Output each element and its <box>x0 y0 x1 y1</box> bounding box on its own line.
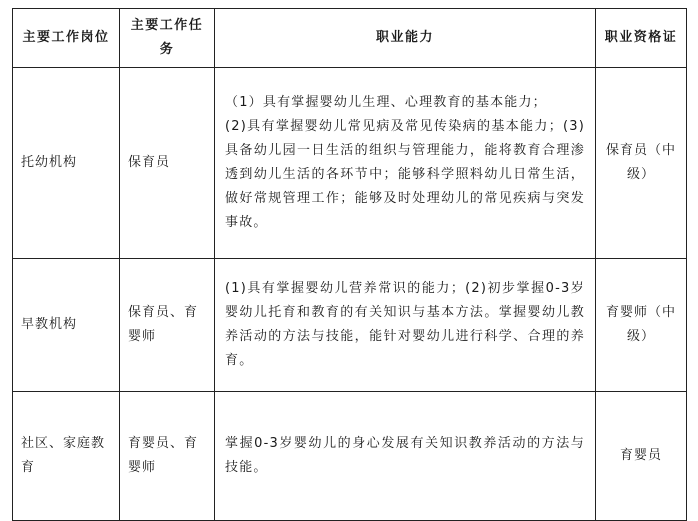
cell-abilities <box>215 259 596 392</box>
cell-certificate: 育婴员 <box>596 392 687 521</box>
ability-text: （1）具有掌握婴幼儿生理、心理教育的基本能力； <box>225 95 547 110</box>
cell-tasks: 保育员、育婴师 <box>120 259 215 392</box>
cell-abilities <box>215 68 596 259</box>
cell-tasks: 育婴员、育婴师 <box>120 392 215 521</box>
header-certificate: 职业资格证 <box>596 9 687 68</box>
table-row <box>13 259 687 392</box>
table-row <box>13 68 687 259</box>
header-row <box>13 9 687 68</box>
cell-certificate: 育婴师（中级） <box>596 259 687 392</box>
table-row <box>13 392 687 521</box>
header-abilities: 职业能力 <box>215 9 596 68</box>
ability-text: (2)具有掌握婴幼儿常见病及常见传染病的基本能力；(3)具备幼儿园一日生活的组织与管理能力，能将教育合理渗透到幼儿生活的各环节中；能够科学照料幼儿日常生活，做好常规管理工作；能够及时处理幼儿的常见疾病与突发事故。 <box>225 119 585 230</box>
ability-text: 掌握0-3岁婴幼儿的身心发展有关知识教养活动的方法与技能。 <box>225 436 585 475</box>
header-position: 主要工作岗位 <box>13 9 120 68</box>
cell-position: 托幼机构 <box>13 68 120 259</box>
cell-tasks: 保育员 <box>120 68 215 259</box>
career-table <box>12 8 687 521</box>
header-tasks: 主要工作任务 <box>120 9 215 68</box>
cell-position: 社区、家庭教育 <box>13 392 120 521</box>
cell-certificate: 保育员（中级） <box>596 68 687 259</box>
cell-position: 早教机构 <box>13 259 120 392</box>
ability-text: (1)具有掌握婴幼儿营养常识的能力；(2)初步掌握0-3岁婴幼儿托育和教育的有关知识与基本方法。掌握婴幼儿教养活动的方法与技能，能针对婴幼儿进行科学、合理的养育。 <box>225 281 585 368</box>
cell-abilities <box>215 392 596 521</box>
